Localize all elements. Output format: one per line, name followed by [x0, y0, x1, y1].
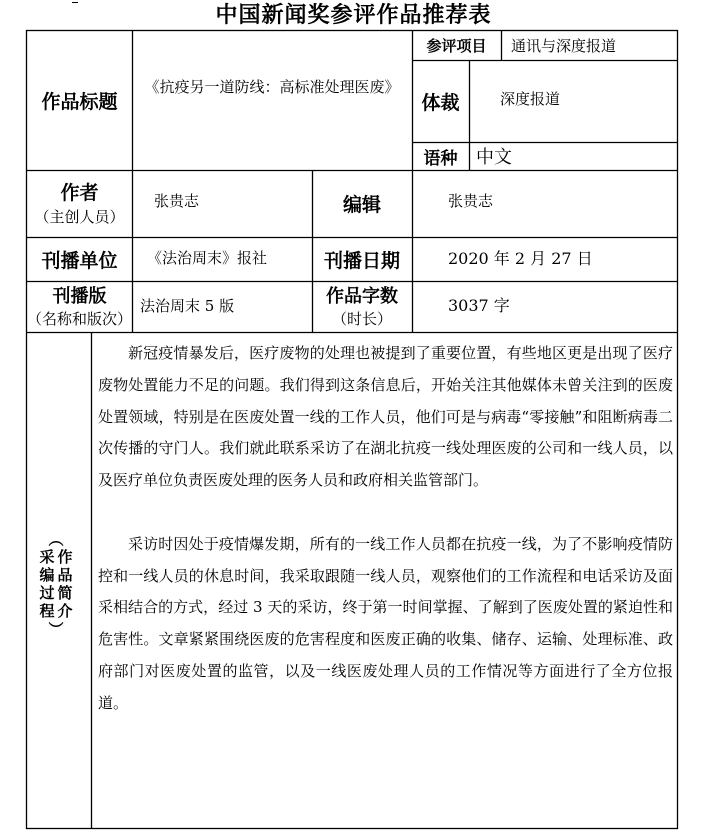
edition-sub-label: （名称和版次）	[27, 309, 133, 328]
edition-label: 刊播版	[52, 285, 107, 307]
language-value: 中文	[476, 147, 512, 168]
process-label	[38, 530, 74, 638]
publish-date-value: 2020 年 2 月 27 日	[448, 248, 593, 268]
edition-value: 法治周末 5 版	[140, 296, 235, 315]
publish-date-label: 刊播日期	[323, 249, 400, 272]
process-label-row-4: 程 介	[39, 602, 73, 620]
process-paren-close: ）	[46, 621, 65, 637]
author-label: 作者	[60, 181, 99, 204]
process-label-row-1: 采 作	[39, 548, 73, 566]
publisher-label: 刊播单位	[41, 249, 118, 272]
work-title-value: 《抗疫另一道防线：高标准处理医废》	[144, 77, 400, 96]
genre-value: 深度报道	[500, 89, 561, 108]
author-label-cell	[27, 170, 132, 237]
edition-label-cell	[27, 281, 132, 332]
process-label-row-2: 编 品	[39, 566, 73, 584]
author-value: 张贵志	[154, 191, 200, 210]
process-paragraph-1: 新冠疫情暴发后，医疗废物的处理也被提到了重要位置，有些地区更是出现了医疗废物处置能力不足的问题。我们得到这条信息后，开始关注其他媒体未曾关注到的医废处置领域，特别是在医废处置一线的工作人员，他们可是与病毒“零接触”和阻断病毒二次传播的守门人。我们就此联系采访了在湖北抗疫一线处理医废的公司和一线人员，以及医疗单位负责医废处理的医务人员和政府相关监管部门。	[98, 344, 673, 490]
form-title: 中国新闻奖参评作品推荐表	[215, 2, 492, 28]
category-value: 通讯与深度报道	[511, 37, 617, 55]
editor-value: 张贵志	[448, 191, 494, 210]
process-paragraph-2: 采访时因处于疫情爆发期，所有的一线工作人员都在抗疫一线，为了不影响疫情防控和一线人员的休息时间，我采取跟随一线人员，观察他们的工作流程和电话采访及面采相结合的方式，经过 3 天的采访，终于第一时间掌握、了解到了医废处置的紧迫性和危害性。文章紧紧围绕医废的危害程度和医废正确的收集、储存、运输、处理标准、政府部门对医废处置的监管，以及一线医废处理人员的工作情况等方面进行了全方位报道。	[98, 534, 673, 712]
process-text	[98, 338, 673, 720]
word-count-value: 3037 字	[448, 295, 510, 315]
category-label: 参评项目	[426, 37, 487, 55]
author-sub-label: （主创人员）	[34, 207, 125, 226]
editor-label: 编辑	[342, 194, 381, 216]
genre-label: 体裁	[421, 91, 460, 114]
word-count-label: 作品字数	[326, 285, 398, 307]
process-paren-open: （	[46, 531, 65, 547]
language-label: 语种	[423, 148, 458, 169]
work-title-label: 作品标题	[41, 91, 118, 113]
process-label-row-3: 过 简	[39, 584, 73, 602]
word-count-sub-label: （时长）	[331, 309, 392, 328]
word-count-label-cell	[312, 281, 412, 332]
publisher-value: 《法治周末》报社	[147, 248, 268, 267]
